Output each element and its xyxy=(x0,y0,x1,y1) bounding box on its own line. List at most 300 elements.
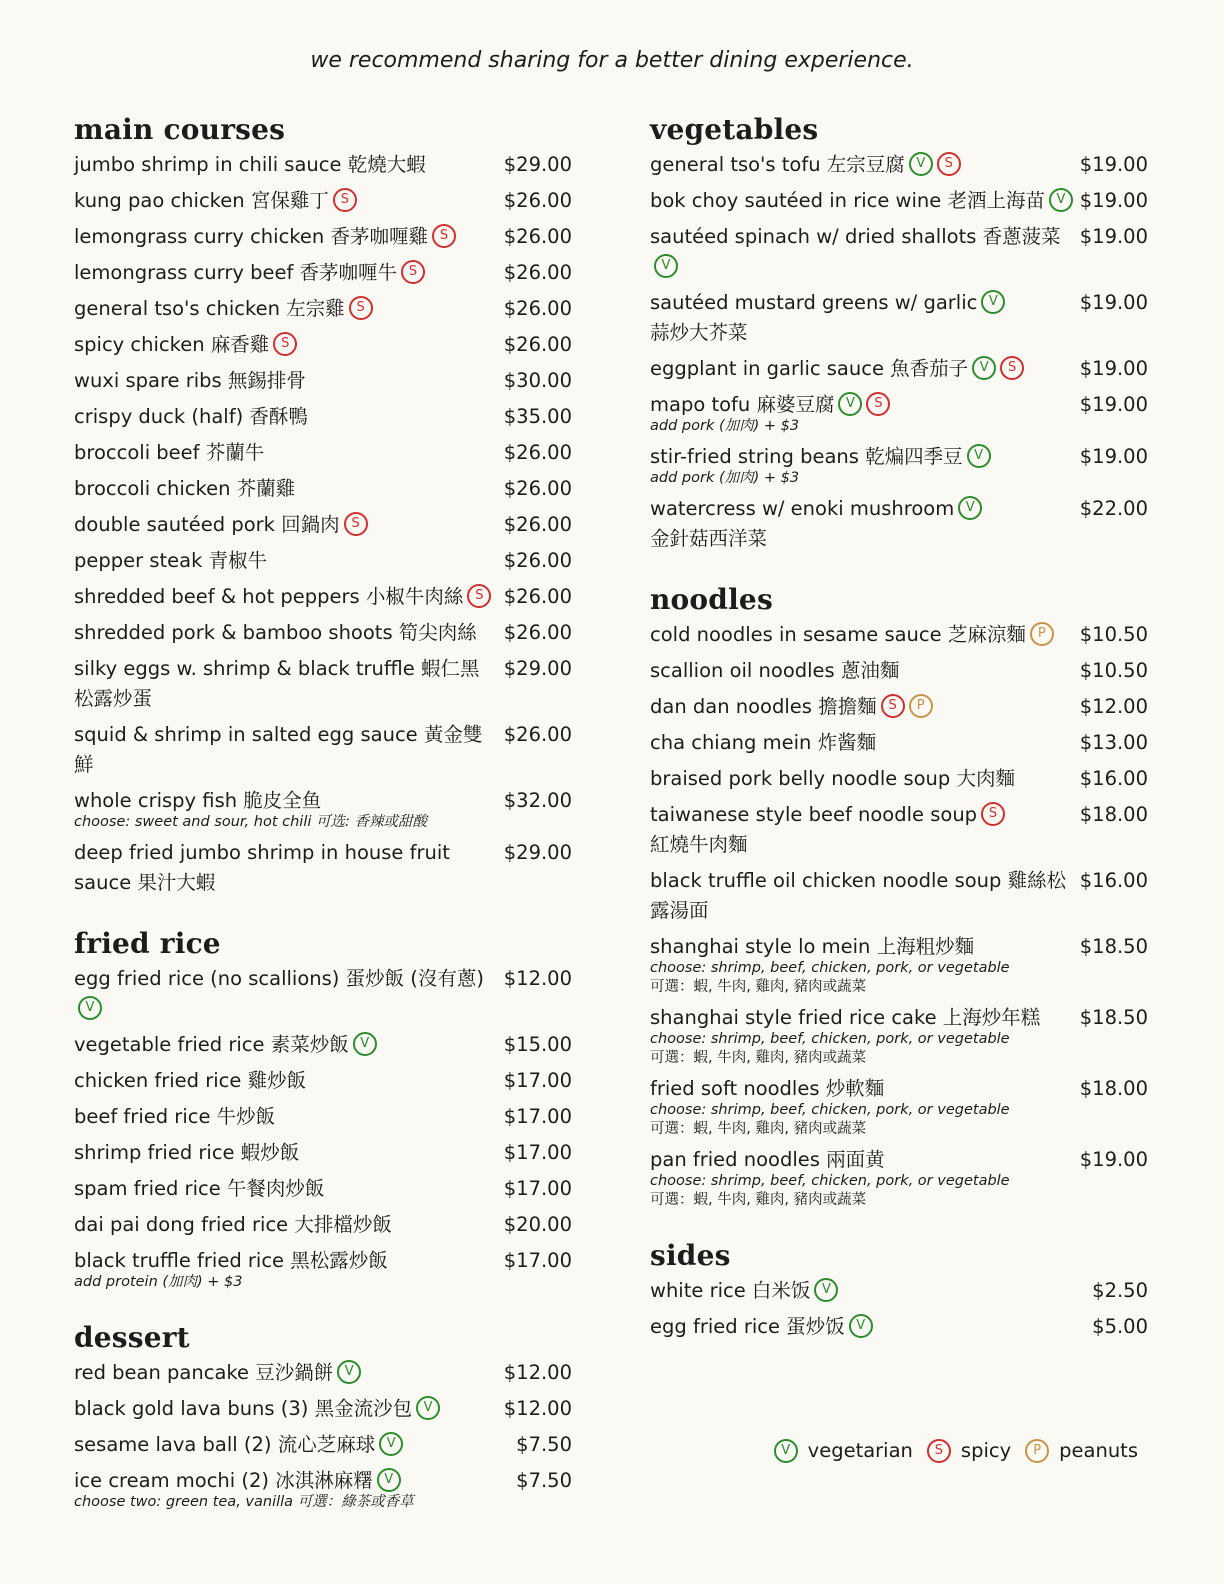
vegetarian-icon: V xyxy=(814,1278,838,1302)
menu-item xyxy=(650,656,1148,686)
item-price: $19.00 xyxy=(1079,153,1148,176)
vegetarian-icon: V xyxy=(972,356,996,380)
item-name-line xyxy=(74,222,498,252)
item-name-line xyxy=(650,728,1074,758)
item-name-line xyxy=(74,402,498,432)
item-name-line xyxy=(650,390,1074,420)
menu-item xyxy=(74,546,572,576)
item-note: choose two: green tea, vanilla 可選：綠茶或香草 xyxy=(74,1494,414,1510)
menu-item xyxy=(650,1276,1148,1306)
item-details xyxy=(74,222,504,252)
item-name-line xyxy=(74,786,498,816)
spicy-icon: S xyxy=(866,392,890,416)
vegetarian-icon: V xyxy=(967,444,991,468)
item-note: choose: sweet and sour, hot chili 可选: 香辣或甜酸 xyxy=(74,814,427,830)
item-name: scallion oil noodles 蔥油麵 xyxy=(650,659,900,682)
item-note: choose: shrimp, beef, chicken, pork, or vegetable xyxy=(650,960,1010,976)
menu-item xyxy=(74,654,572,714)
menu-item xyxy=(74,222,572,252)
vegetarian-icon: V xyxy=(909,152,933,176)
item-price: $12.00 xyxy=(503,967,572,990)
item-details xyxy=(74,150,504,180)
vegetarian-icon: V xyxy=(1049,188,1073,212)
item-name-line xyxy=(74,1246,498,1276)
item-price: $30.00 xyxy=(503,369,572,392)
item-price: $19.00 xyxy=(1079,445,1148,468)
item-name: shrimp fried rice 蝦炒飯 xyxy=(74,1141,300,1164)
item-name: chicken fried rice 雞炒飯 xyxy=(74,1069,307,1092)
item-price: $2.50 xyxy=(1092,1279,1148,1302)
item-details xyxy=(74,1102,504,1132)
menu-section xyxy=(650,112,1148,554)
item-name-line xyxy=(74,964,498,1024)
item-name-line xyxy=(74,720,498,780)
item-price: $32.00 xyxy=(503,789,572,812)
item-price: $29.00 xyxy=(503,657,572,680)
item-name-line xyxy=(74,1394,498,1424)
item-price: $17.00 xyxy=(503,1105,572,1128)
spicy-icon: S xyxy=(432,224,456,248)
dietary-legend xyxy=(760,1436,1138,1466)
menu-item xyxy=(74,1210,572,1240)
item-details xyxy=(650,800,1080,860)
spicy-icon: S xyxy=(881,694,905,718)
item-name-line xyxy=(74,1430,502,1460)
menu-item xyxy=(74,186,572,216)
item-name-line xyxy=(650,932,1074,962)
item-details xyxy=(74,654,504,714)
menu-item xyxy=(74,294,572,324)
item-price: $18.00 xyxy=(1079,803,1148,826)
item-name-line xyxy=(74,186,498,216)
menu-item xyxy=(650,288,1148,348)
item-name-line xyxy=(650,1003,1074,1033)
item-name-line xyxy=(74,438,498,468)
vegetarian-icon: V xyxy=(377,1468,401,1492)
spicy-icon: S xyxy=(273,332,297,356)
vegetarian-icon: V xyxy=(337,1360,361,1384)
item-name: dai pai dong fried rice 大排檔炒飯 xyxy=(74,1213,392,1236)
menu-item xyxy=(650,728,1148,758)
item-name-line xyxy=(74,1102,498,1132)
menu-item xyxy=(74,838,572,898)
item-price: $19.00 xyxy=(1079,225,1148,248)
item-name-line xyxy=(74,474,498,504)
item-note-chinese: 可選：蝦, 牛肉, 雞肉, 豬肉或蔬菜 xyxy=(650,1050,867,1066)
menu-item xyxy=(74,964,572,1024)
menu-item xyxy=(74,786,572,832)
item-details xyxy=(650,494,1080,554)
item-details xyxy=(74,786,504,832)
item-name-line xyxy=(650,150,1074,180)
item-price: $19.00 xyxy=(1079,189,1148,212)
item-name: watercress w/ enoki mushroom xyxy=(650,497,955,520)
spicy-icon: S xyxy=(467,584,491,608)
item-price: $15.00 xyxy=(503,1033,572,1056)
item-price: $12.00 xyxy=(503,1361,572,1384)
menu-item xyxy=(650,620,1148,650)
item-details xyxy=(650,764,1080,794)
item-details xyxy=(74,294,504,324)
item-name-chinese: 金針菇西洋菜 xyxy=(650,527,768,550)
menu-item xyxy=(74,720,572,780)
item-name: stir-fried string beans 乾煸四季豆 xyxy=(650,445,963,468)
item-note-chinese: 可選：蝦, 牛肉, 雞肉, 豬肉或蔬菜 xyxy=(650,979,867,995)
item-name-line xyxy=(650,1276,1078,1306)
item-price: $26.00 xyxy=(503,621,572,644)
item-price: $16.00 xyxy=(1079,869,1148,892)
item-name: beef fried rice 牛炒飯 xyxy=(74,1105,276,1128)
item-name: general tso's chicken 左宗雞 xyxy=(74,297,345,320)
item-name: broccoli beef 芥蘭牛 xyxy=(74,441,265,464)
right-column xyxy=(650,112,1148,1370)
item-details xyxy=(74,1174,504,1204)
menu-item xyxy=(74,1066,572,1096)
item-name-line xyxy=(74,258,498,288)
item-name: vegetable fried rice 素菜炒飯 xyxy=(74,1033,349,1056)
item-name: pan fried noodles 兩面黄 xyxy=(650,1148,885,1171)
item-details xyxy=(650,222,1080,282)
item-note: add pork (加肉) + $3 xyxy=(650,470,800,486)
item-price: $26.00 xyxy=(503,189,572,212)
item-name-line xyxy=(74,510,498,540)
item-price: $17.00 xyxy=(503,1249,572,1272)
menu-item xyxy=(650,764,1148,794)
item-name: lemongrass curry beef 香茅咖喱牛 xyxy=(74,261,398,284)
item-name: wuxi spare ribs 無錫排骨 xyxy=(74,369,306,392)
item-details xyxy=(74,1066,504,1096)
item-price: $16.00 xyxy=(1079,767,1148,790)
menu-item xyxy=(74,1246,572,1292)
item-name-line xyxy=(650,354,1074,384)
item-name: shanghai style fried rice cake 上海炒年糕 xyxy=(650,1006,1041,1029)
item-price: $26.00 xyxy=(503,549,572,572)
menu-item xyxy=(74,438,572,468)
item-name: sautéed mustard greens w/ garlic xyxy=(650,291,978,314)
item-price: $20.00 xyxy=(503,1213,572,1236)
item-price: $26.00 xyxy=(503,513,572,536)
spicy-icon: S xyxy=(401,260,425,284)
vegetarian-icon: V xyxy=(416,1396,440,1420)
menu-item xyxy=(74,1174,572,1204)
menu-item xyxy=(74,1030,572,1060)
item-details xyxy=(650,692,1080,722)
item-details xyxy=(650,354,1080,384)
legend-spicy xyxy=(927,1436,1011,1466)
item-details xyxy=(74,1030,504,1060)
item-price: $26.00 xyxy=(503,723,572,746)
item-note: choose: shrimp, beef, chicken, pork, or vegetable xyxy=(650,1031,1010,1047)
item-name: double sautéed pork 回鍋肉 xyxy=(74,513,340,536)
menu-item xyxy=(74,582,572,612)
menu-item xyxy=(650,390,1148,436)
item-price: $26.00 xyxy=(503,261,572,284)
tagline: we recommend sharing for a better dining experience. xyxy=(310,48,914,73)
item-details xyxy=(650,866,1080,926)
menu-section xyxy=(74,1320,572,1512)
item-name: jumbo shrimp in chili sauce 乾燒大蝦 xyxy=(74,153,426,176)
vegetarian-icon: V xyxy=(353,1032,377,1056)
item-name: broccoli chicken 芥蘭雞 xyxy=(74,477,296,500)
peanuts-icon: P xyxy=(1030,622,1054,646)
item-details xyxy=(650,442,1080,488)
item-name: sautéed spinach w/ dried shallots 香蔥菠菜 xyxy=(650,225,1061,248)
item-name-line xyxy=(650,288,1074,348)
section-title: fried rice xyxy=(74,927,221,960)
item-name-line xyxy=(74,1174,498,1204)
item-name: white rice 白米饭 xyxy=(650,1279,811,1302)
item-details xyxy=(650,1145,1080,1210)
item-name-line xyxy=(74,838,498,898)
item-name-line xyxy=(74,582,498,612)
item-details xyxy=(650,728,1080,758)
item-details xyxy=(74,1246,504,1292)
vegetarian-icon: V xyxy=(838,392,862,416)
menu-item xyxy=(74,510,572,540)
menu-item xyxy=(74,1430,572,1460)
item-name: shredded beef & hot peppers 小椒牛肉絲 xyxy=(74,585,464,608)
item-details xyxy=(74,720,504,780)
menu-item xyxy=(650,932,1148,997)
item-name-line xyxy=(74,150,498,180)
menu-item xyxy=(650,866,1148,926)
item-name-line xyxy=(74,654,498,714)
item-price: $7.50 xyxy=(516,1433,572,1456)
menu-item xyxy=(74,402,572,432)
item-details xyxy=(74,1210,504,1240)
menu-section xyxy=(74,112,572,898)
item-details xyxy=(74,618,504,648)
menu-item xyxy=(650,1003,1148,1068)
item-name: ice cream mochi (2) 冰淇淋麻糬 xyxy=(74,1469,373,1492)
item-name: pepper steak 青椒牛 xyxy=(74,549,268,572)
menu-item xyxy=(650,1312,1148,1342)
item-name: general tso's tofu 左宗豆腐 xyxy=(650,153,905,176)
item-details xyxy=(74,258,504,288)
item-price: $7.50 xyxy=(516,1469,572,1492)
vegetarian-icon: V xyxy=(379,1432,403,1456)
legend-peanuts xyxy=(1025,1436,1138,1466)
legend-vegetarian xyxy=(774,1436,913,1466)
section-title: main courses xyxy=(74,113,286,146)
legend-vegetarian-label: vegetarian xyxy=(807,1439,913,1462)
item-note: choose: shrimp, beef, chicken, pork, or vegetable xyxy=(650,1102,1010,1118)
item-name-line xyxy=(650,222,1074,282)
left-column xyxy=(74,112,572,1540)
menu-item xyxy=(74,366,572,396)
item-price: $26.00 xyxy=(503,585,572,608)
item-name-line xyxy=(74,294,498,324)
item-name: bok choy sautéed in rice wine 老酒上海苗 xyxy=(650,189,1045,212)
item-name: black truffle fried rice 黑松露炒飯 xyxy=(74,1249,388,1272)
item-name-line xyxy=(650,866,1074,926)
item-note: add protein (加肉) + $3 xyxy=(74,1274,243,1290)
menu-item xyxy=(650,1074,1148,1139)
item-name: sesame lava ball (2) 流心芝麻球 xyxy=(74,1433,376,1456)
item-details xyxy=(74,186,504,216)
menu-item xyxy=(650,800,1148,860)
item-note-chinese: 可選：蝦, 牛肉, 雞肉, 豬肉或蔬菜 xyxy=(650,1192,867,1208)
item-details xyxy=(650,1003,1080,1068)
item-name-line xyxy=(650,620,1074,650)
menu-item xyxy=(74,1102,572,1132)
item-price: $19.00 xyxy=(1079,393,1148,416)
item-name: eggplant in garlic sauce 魚香茄子 xyxy=(650,357,969,380)
item-details xyxy=(74,546,504,576)
item-details xyxy=(74,438,504,468)
item-name: braised pork belly noodle soup 大肉麵 xyxy=(650,767,1015,790)
item-details xyxy=(650,656,1080,686)
item-name-line xyxy=(650,800,1074,860)
item-price: $26.00 xyxy=(503,333,572,356)
vegetarian-icon: V xyxy=(849,1314,873,1338)
item-name: taiwanese style beef noodle soup xyxy=(650,803,978,826)
item-name-line xyxy=(74,1358,498,1388)
item-details xyxy=(74,510,504,540)
vegetarian-icon: V xyxy=(78,996,102,1020)
item-name: black truffle oil chicken noodle soup 雞絲松露湯面 xyxy=(650,869,1067,922)
item-price: $26.00 xyxy=(503,441,572,464)
menu-item xyxy=(74,330,572,360)
spicy-icon: S xyxy=(333,188,357,212)
menu-item xyxy=(650,186,1148,216)
item-name: mapo tofu 麻婆豆腐 xyxy=(650,393,835,416)
spicy-icon: S xyxy=(1000,356,1024,380)
item-name-chinese: 蒜炒大芥菜 xyxy=(650,321,748,344)
spicy-icon: S xyxy=(981,802,1005,826)
item-name-line xyxy=(650,494,1074,554)
item-name-line xyxy=(650,764,1074,794)
item-details xyxy=(650,150,1080,180)
item-price: $10.50 xyxy=(1079,623,1148,646)
item-name-line xyxy=(74,330,498,360)
item-name: whole crispy fish 脆皮全鱼 xyxy=(74,789,322,812)
item-details xyxy=(74,1394,504,1424)
item-name-line xyxy=(650,692,1074,722)
menu-item xyxy=(74,1138,572,1168)
menu-item xyxy=(650,354,1148,384)
item-details xyxy=(74,1430,508,1460)
item-details xyxy=(74,366,504,396)
item-name-line xyxy=(650,186,1074,216)
item-price: $35.00 xyxy=(503,405,572,428)
menu-item xyxy=(650,1145,1148,1210)
item-price: $17.00 xyxy=(503,1141,572,1164)
item-note-chinese: 可選：蝦, 牛肉, 雞肉, 豬肉或蔬菜 xyxy=(650,1121,867,1137)
menu-section xyxy=(74,926,572,1292)
item-name-line xyxy=(650,1145,1074,1175)
item-name: spicy chicken 麻香雞 xyxy=(74,333,270,356)
item-details xyxy=(650,1312,1084,1342)
item-price: $19.00 xyxy=(1079,291,1148,314)
item-name-line xyxy=(74,546,498,576)
item-name: fried soft noodles 炒軟麵 xyxy=(650,1077,885,1100)
item-details xyxy=(650,288,1080,348)
peanuts-icon: P xyxy=(1025,1439,1049,1463)
item-price: $17.00 xyxy=(503,1177,572,1200)
menu-item xyxy=(74,258,572,288)
section-title: dessert xyxy=(74,1321,190,1354)
item-price: $12.00 xyxy=(503,1397,572,1420)
item-details xyxy=(650,1276,1084,1306)
item-name: cold noodles in sesame sauce 芝麻涼麵 xyxy=(650,623,1026,646)
item-name-chinese: 紅燒牛肉麵 xyxy=(650,833,748,856)
item-name: dan dan noodles 擔擔麵 xyxy=(650,695,877,718)
item-name: crispy duck (half) 香酥鴨 xyxy=(74,405,308,428)
legend-spicy-label: spicy xyxy=(960,1439,1012,1462)
vegetarian-icon: V xyxy=(958,496,982,520)
item-name: shanghai style lo mein 上海粗炒麵 xyxy=(650,935,975,958)
item-details xyxy=(74,582,504,612)
item-details xyxy=(74,474,504,504)
item-details xyxy=(650,186,1080,216)
item-name: deep fried jumbo shrimp in house fruit sauce 果汁大蝦 xyxy=(74,841,450,894)
menu-item xyxy=(74,1466,572,1512)
menu-item xyxy=(74,1394,572,1424)
item-name: shredded pork & bamboo shoots 筍尖肉絲 xyxy=(74,621,477,644)
spicy-icon: S xyxy=(937,152,961,176)
item-price: $18.50 xyxy=(1079,935,1148,958)
item-price: $29.00 xyxy=(503,841,572,864)
item-name-line xyxy=(74,366,498,396)
item-price: $12.00 xyxy=(1079,695,1148,718)
item-price: $5.00 xyxy=(1092,1315,1148,1338)
item-details xyxy=(650,620,1080,650)
item-price: $26.00 xyxy=(503,225,572,248)
item-price: $13.00 xyxy=(1079,731,1148,754)
item-name-line xyxy=(74,618,498,648)
item-price: $29.00 xyxy=(503,153,572,176)
section-title: noodles xyxy=(650,583,773,616)
menu-item xyxy=(650,442,1148,488)
item-name: red bean pancake 豆沙鍋餅 xyxy=(74,1361,334,1384)
item-name: silky eggs w. shrimp & black truffle 蝦仁黑松露炒蛋 xyxy=(74,657,480,710)
item-name-line xyxy=(650,1312,1078,1342)
item-details xyxy=(650,390,1080,436)
menu-item xyxy=(650,222,1148,282)
item-name-line xyxy=(74,1210,498,1240)
item-name: egg fried rice (no scallions) 蛋炒飯 (沒有蔥) xyxy=(74,967,485,990)
item-name-line xyxy=(74,1066,498,1096)
item-details xyxy=(74,1466,508,1512)
item-details xyxy=(650,1074,1080,1139)
legend-peanuts-label: peanuts xyxy=(1059,1439,1138,1462)
item-price: $22.00 xyxy=(1079,497,1148,520)
menu-item xyxy=(74,474,572,504)
item-name-line xyxy=(74,1138,498,1168)
vegetarian-icon: V xyxy=(654,254,678,278)
item-details xyxy=(74,1138,504,1168)
item-name-line xyxy=(650,656,1074,686)
menu-section xyxy=(650,1238,1148,1342)
item-note: choose: shrimp, beef, chicken, pork, or vegetable xyxy=(650,1173,1010,1189)
item-details xyxy=(74,330,504,360)
item-note: add pork (加肉) + $3 xyxy=(650,418,800,434)
item-price: $18.00 xyxy=(1079,1077,1148,1100)
item-name-line xyxy=(650,1074,1074,1104)
item-price: $10.50 xyxy=(1079,659,1148,682)
item-name: lemongrass curry chicken 香茅咖喱雞 xyxy=(74,225,428,248)
item-price: $19.00 xyxy=(1079,357,1148,380)
item-details xyxy=(74,1358,504,1388)
item-name-line xyxy=(74,1030,498,1060)
item-details xyxy=(74,402,504,432)
section-title: sides xyxy=(650,1239,731,1272)
item-price: $26.00 xyxy=(503,297,572,320)
item-details xyxy=(74,964,504,1024)
section-title: vegetables xyxy=(650,113,819,146)
menu-item xyxy=(74,618,572,648)
